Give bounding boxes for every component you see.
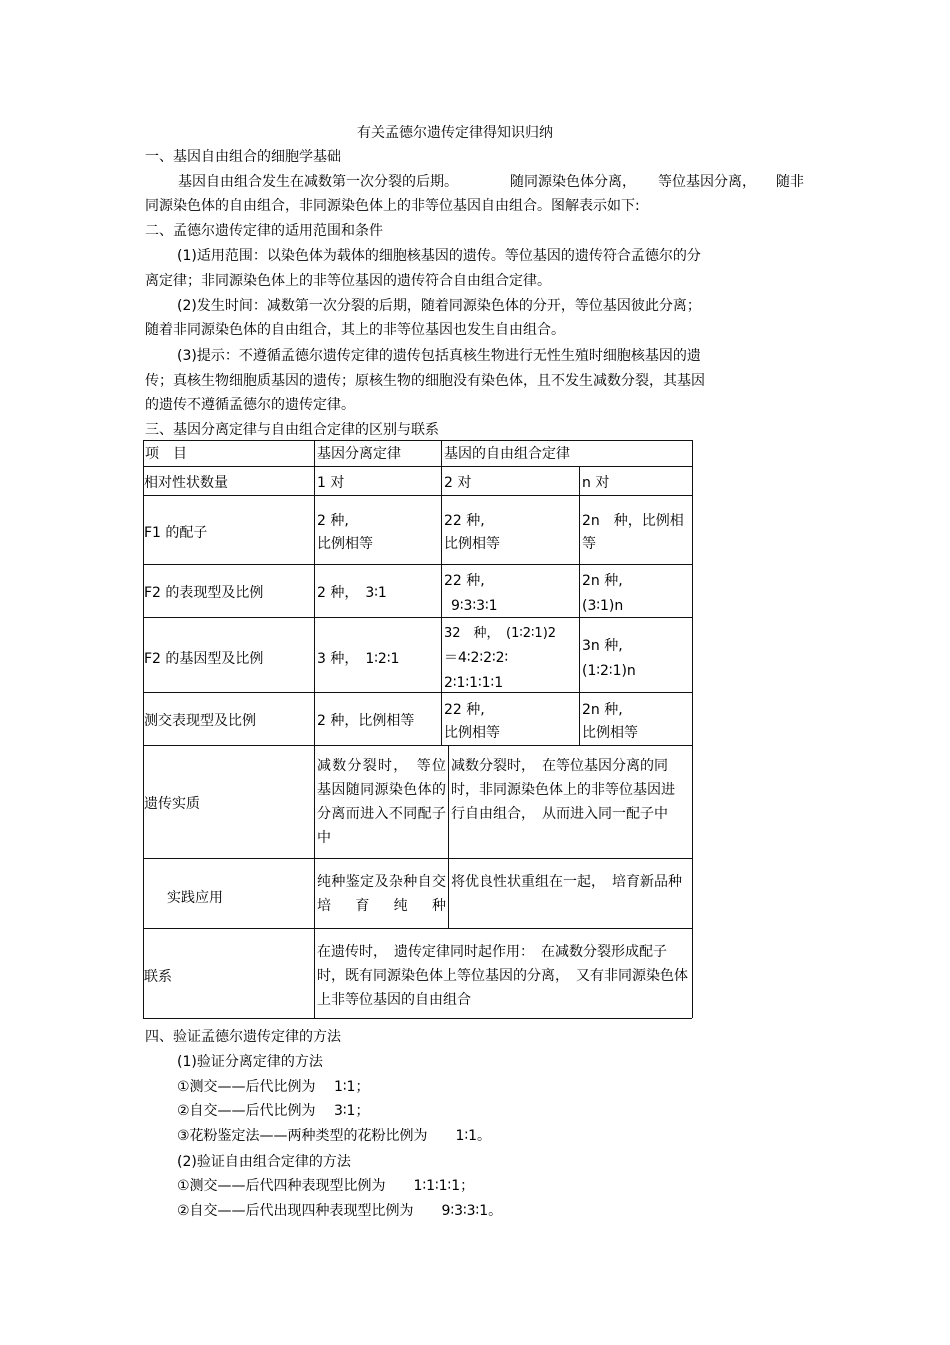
row-label: 测交表现型及比例	[144, 713, 256, 729]
table-cell: 1 对	[317, 475, 345, 491]
row-label: F1 的配子	[144, 525, 208, 541]
table-cell: 3 种， 1∶2∶1	[317, 651, 400, 667]
table-cell: 2n 种,	[582, 702, 623, 718]
table-cell: 比例相等	[582, 725, 638, 741]
table-cell: (3∶1)n	[582, 598, 624, 614]
table-cell: 将优良性状重组在一起， 培育新品种	[451, 874, 682, 890]
table-cell: 2∶1∶1∶1∶1	[444, 675, 504, 691]
row-label: 遗传实质	[144, 796, 200, 812]
row-label: 联系	[144, 969, 172, 985]
section-1-text: 基因自由组合发生在减数第一次分裂的后期。	[178, 174, 458, 190]
row-label: F2 的表现型及比例	[144, 585, 264, 601]
table-cell: 9∶3∶3∶1	[451, 598, 498, 614]
section-2-text: (3)提示：不遵循孟德尔遗传定律的遗传包括真核生物进行无性生殖时细胞核基因的遗	[177, 348, 701, 364]
table-cell: 2 对	[444, 475, 472, 491]
section-1-text: 随非	[776, 174, 804, 190]
table-cell: 2n 种,	[582, 573, 623, 589]
table-cell: 2n 种，比例相	[582, 513, 684, 529]
section-4-text: (2)验证自由组合定律的方法	[177, 1154, 351, 1170]
table-cell: 减数分裂时， 在等位基因分离的同时，非同源染色体上的非等位基因进行自由组合， 从而进入同一配子中	[451, 758, 675, 822]
table-cell: 22 种,	[444, 573, 485, 589]
section-1-heading: 一、基因自由组合的细胞学基础	[145, 149, 341, 165]
table-cell: 3n 种,	[582, 638, 623, 654]
table-cell: 22 种,	[444, 702, 485, 718]
header-item: 项 目	[145, 446, 187, 462]
section-2-text: 随着非同源染色体的自由组合，其上的非等位基因也发生自由组合。	[145, 322, 565, 338]
page-title: 有关孟德尔遗传定律得知识归纳	[357, 125, 553, 141]
section-4-text: ②自交——后代比例为 3∶1；	[177, 1103, 370, 1119]
table-cell: 2 种，比例相等	[317, 713, 415, 729]
table-cell: 比例相等	[444, 536, 500, 552]
header-separation-law: 基因分离定律	[317, 446, 401, 462]
table-cell: n 对	[582, 475, 610, 491]
section-4-heading: 四、验证孟德尔遗传定律的方法	[145, 1029, 341, 1045]
table-cell: (1∶2∶1)n	[582, 663, 636, 679]
section-2-heading: 二、孟德尔遗传定律的适用范围和条件	[145, 223, 383, 239]
table-cell: 2 种,	[317, 513, 349, 529]
row-label: 实践应用	[167, 890, 223, 906]
table-cell: 比例相等	[444, 725, 500, 741]
header-free-combination-law: 基因的自由组合定律	[444, 446, 570, 462]
section-2-text: 传；真核生物细胞质基因的遗传；原核生物的细胞没有染色体，且不发生减数分裂，其基因	[145, 373, 705, 389]
table-cell: 22 种,	[444, 513, 485, 529]
section-4-text: (1)验证分离定律的方法	[177, 1054, 323, 1070]
section-2-text: 的遗传不遵循孟德尔的遗传定律。	[145, 397, 355, 413]
table-cell: 比例相等	[317, 536, 373, 552]
section-4-text: ①测交——后代比例为 1∶1；	[177, 1079, 370, 1095]
section-2-text: 离定律；非同源染色体上的非等位基因的遗传符合自由组合定律。	[145, 273, 551, 289]
section-2-text: (2)发生时间：减数第一次分裂的后期，随着同源染色体的分开，等位基因彼此分离；	[177, 298, 701, 314]
section-1-text: 等位基因分离，	[658, 174, 756, 190]
section-2-text: (1)适用范围：以染色体为载体的细胞核基因的遗传。等位基因的遗传符合孟德尔的分	[177, 248, 701, 264]
section-4-text: ③花粉鉴定法——两种类型的花粉比例为 1∶1。	[177, 1128, 492, 1144]
table-cell: 等	[582, 536, 596, 552]
table-cell: 减数分裂时， 等位基因随同源染色体的分离而进入不同配子中	[317, 758, 446, 846]
section-1-text: 随同源染色体分离，	[510, 174, 636, 190]
section-1-text: 同源染色体的自由组合，非同源染色体上的非等位基因自由组合。图解表示如下:	[145, 198, 640, 214]
table-cell: 在遗传时， 遗传定律同时起作用： 在减数分裂形成配子时，既有同源染色体上等位基因的分离， 又有非同源染色体上非等位基因的自由组合	[317, 944, 688, 1008]
section-4-text: ①测交——后代四种表现型比例为 1∶1∶1∶1；	[177, 1178, 475, 1194]
section-4-text: ②自交——后代出现四种表现型比例为 9∶3∶3∶1。	[177, 1203, 503, 1219]
table-cell: 2 种， 3∶1	[317, 585, 387, 601]
row-label: F2 的基因型及比例	[144, 651, 264, 667]
table-cell: 32 种， (1∶2∶1)2	[444, 626, 557, 641]
table-cell: ＝4∶2∶2∶2∶	[444, 650, 509, 666]
section-3-heading: 三、基因分离定律与自由组合定律的区别与联系	[145, 422, 439, 438]
table-cell: 纯种鉴定及杂种自交培育纯种	[317, 874, 446, 914]
row-label: 相对性状数量	[144, 475, 228, 491]
